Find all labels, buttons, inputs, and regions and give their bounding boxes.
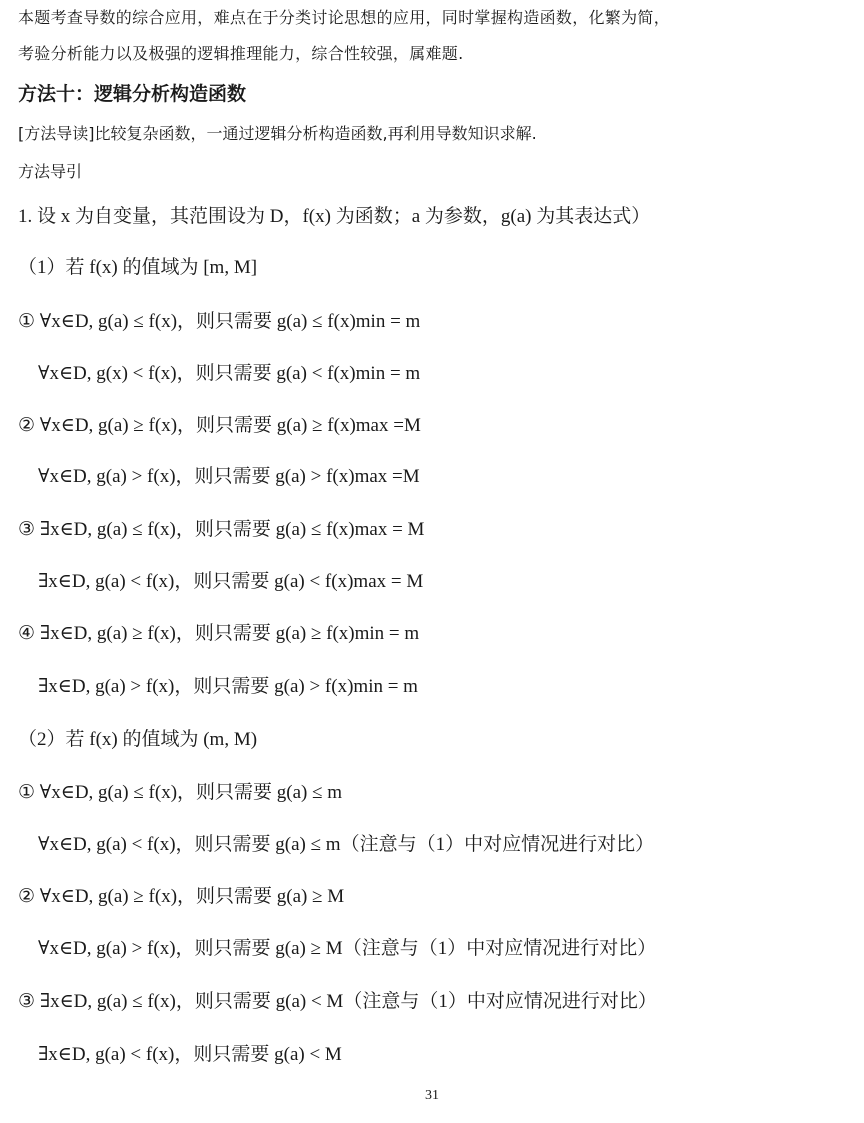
item-1: 1. 设 x 为自变量，其范围设为 D，f(x) 为函数；a 为参数，g(a) 为其表达式） — [18, 206, 651, 227]
case2-line-3: ② ∀x∈D, g(a) ≥ f(x)，则只需要 g(a) ≥ M — [18, 886, 345, 907]
case2-line-6: ∃x∈D, g(a) < f(x)，则只需要 g(a) < M — [38, 1044, 342, 1065]
case2-line-5: ③ ∃x∈D, g(a) ≤ f(x)，则只需要 g(a) < M（注意与（1）中对应情况进行对比） — [18, 991, 657, 1012]
case2-title: （2）若 f(x) 的值域为 (m, M) — [18, 729, 258, 750]
case2-line-2: ∀x∈D, g(a) < f(x)，则只需要 g(a) ≤ m（注意与（1）中对应情况进行对比） — [38, 834, 655, 855]
intro-line-1: 本题考查导数的综合应用，难点在于分类讨论思想的应用，同时掌握构造函数，化繁为简， — [18, 8, 671, 27]
case1-line-3: ② ∀x∈D, g(a) ≥ f(x)，则只需要 g(a) ≥ f(x)max =M — [18, 415, 421, 436]
case1-line-2: ∀x∈D, g(x) < f(x)，则只需要 g(a) < f(x)min = m — [38, 363, 421, 384]
case2-line-1: ① ∀x∈D, g(a) ≤ f(x)，则只需要 g(a) ≤ m — [18, 782, 343, 803]
case1-line-8: ∃x∈D, g(a) > f(x)，则只需要 g(a) > f(x)min = m — [38, 676, 418, 697]
intro-line-2: 考验分析能力以及极强的逻辑推理能力，综合性较强，属难题. — [18, 44, 464, 63]
method-guide: [方法导读]比较复杂函数，一通过逻辑分析构造函数,再利用导数知识求解. — [18, 124, 537, 143]
method-title: 方法十：逻辑分析构造函数 — [18, 83, 247, 105]
case1-title: （1）若 f(x) 的值域为 [m, M] — [18, 257, 258, 278]
case1-line-4: ∀x∈D, g(a) > f(x)，则只需要 g(a) > f(x)max =M — [38, 466, 420, 487]
case1-line-5: ③ ∃x∈D, g(a) ≤ f(x)，则只需要 g(a) ≤ f(x)max = M — [18, 519, 425, 540]
guide-heading: 方法导引 — [18, 162, 83, 181]
page-number: 31 — [425, 1088, 439, 1103]
case1-line-6: ∃x∈D, g(a) < f(x)，则只需要 g(a) < f(x)max = M — [38, 571, 424, 592]
case2-line-4: ∀x∈D, g(a) > f(x)，则只需要 g(a) ≥ M（注意与（1）中对应情况进行对比） — [38, 938, 657, 959]
case1-line-7: ④ ∃x∈D, g(a) ≥ f(x)，则只需要 g(a) ≥ f(x)min = m — [18, 623, 420, 644]
case1-line-1: ① ∀x∈D, g(a) ≤ f(x)，则只需要 g(a) ≤ f(x)min = m — [18, 311, 421, 332]
